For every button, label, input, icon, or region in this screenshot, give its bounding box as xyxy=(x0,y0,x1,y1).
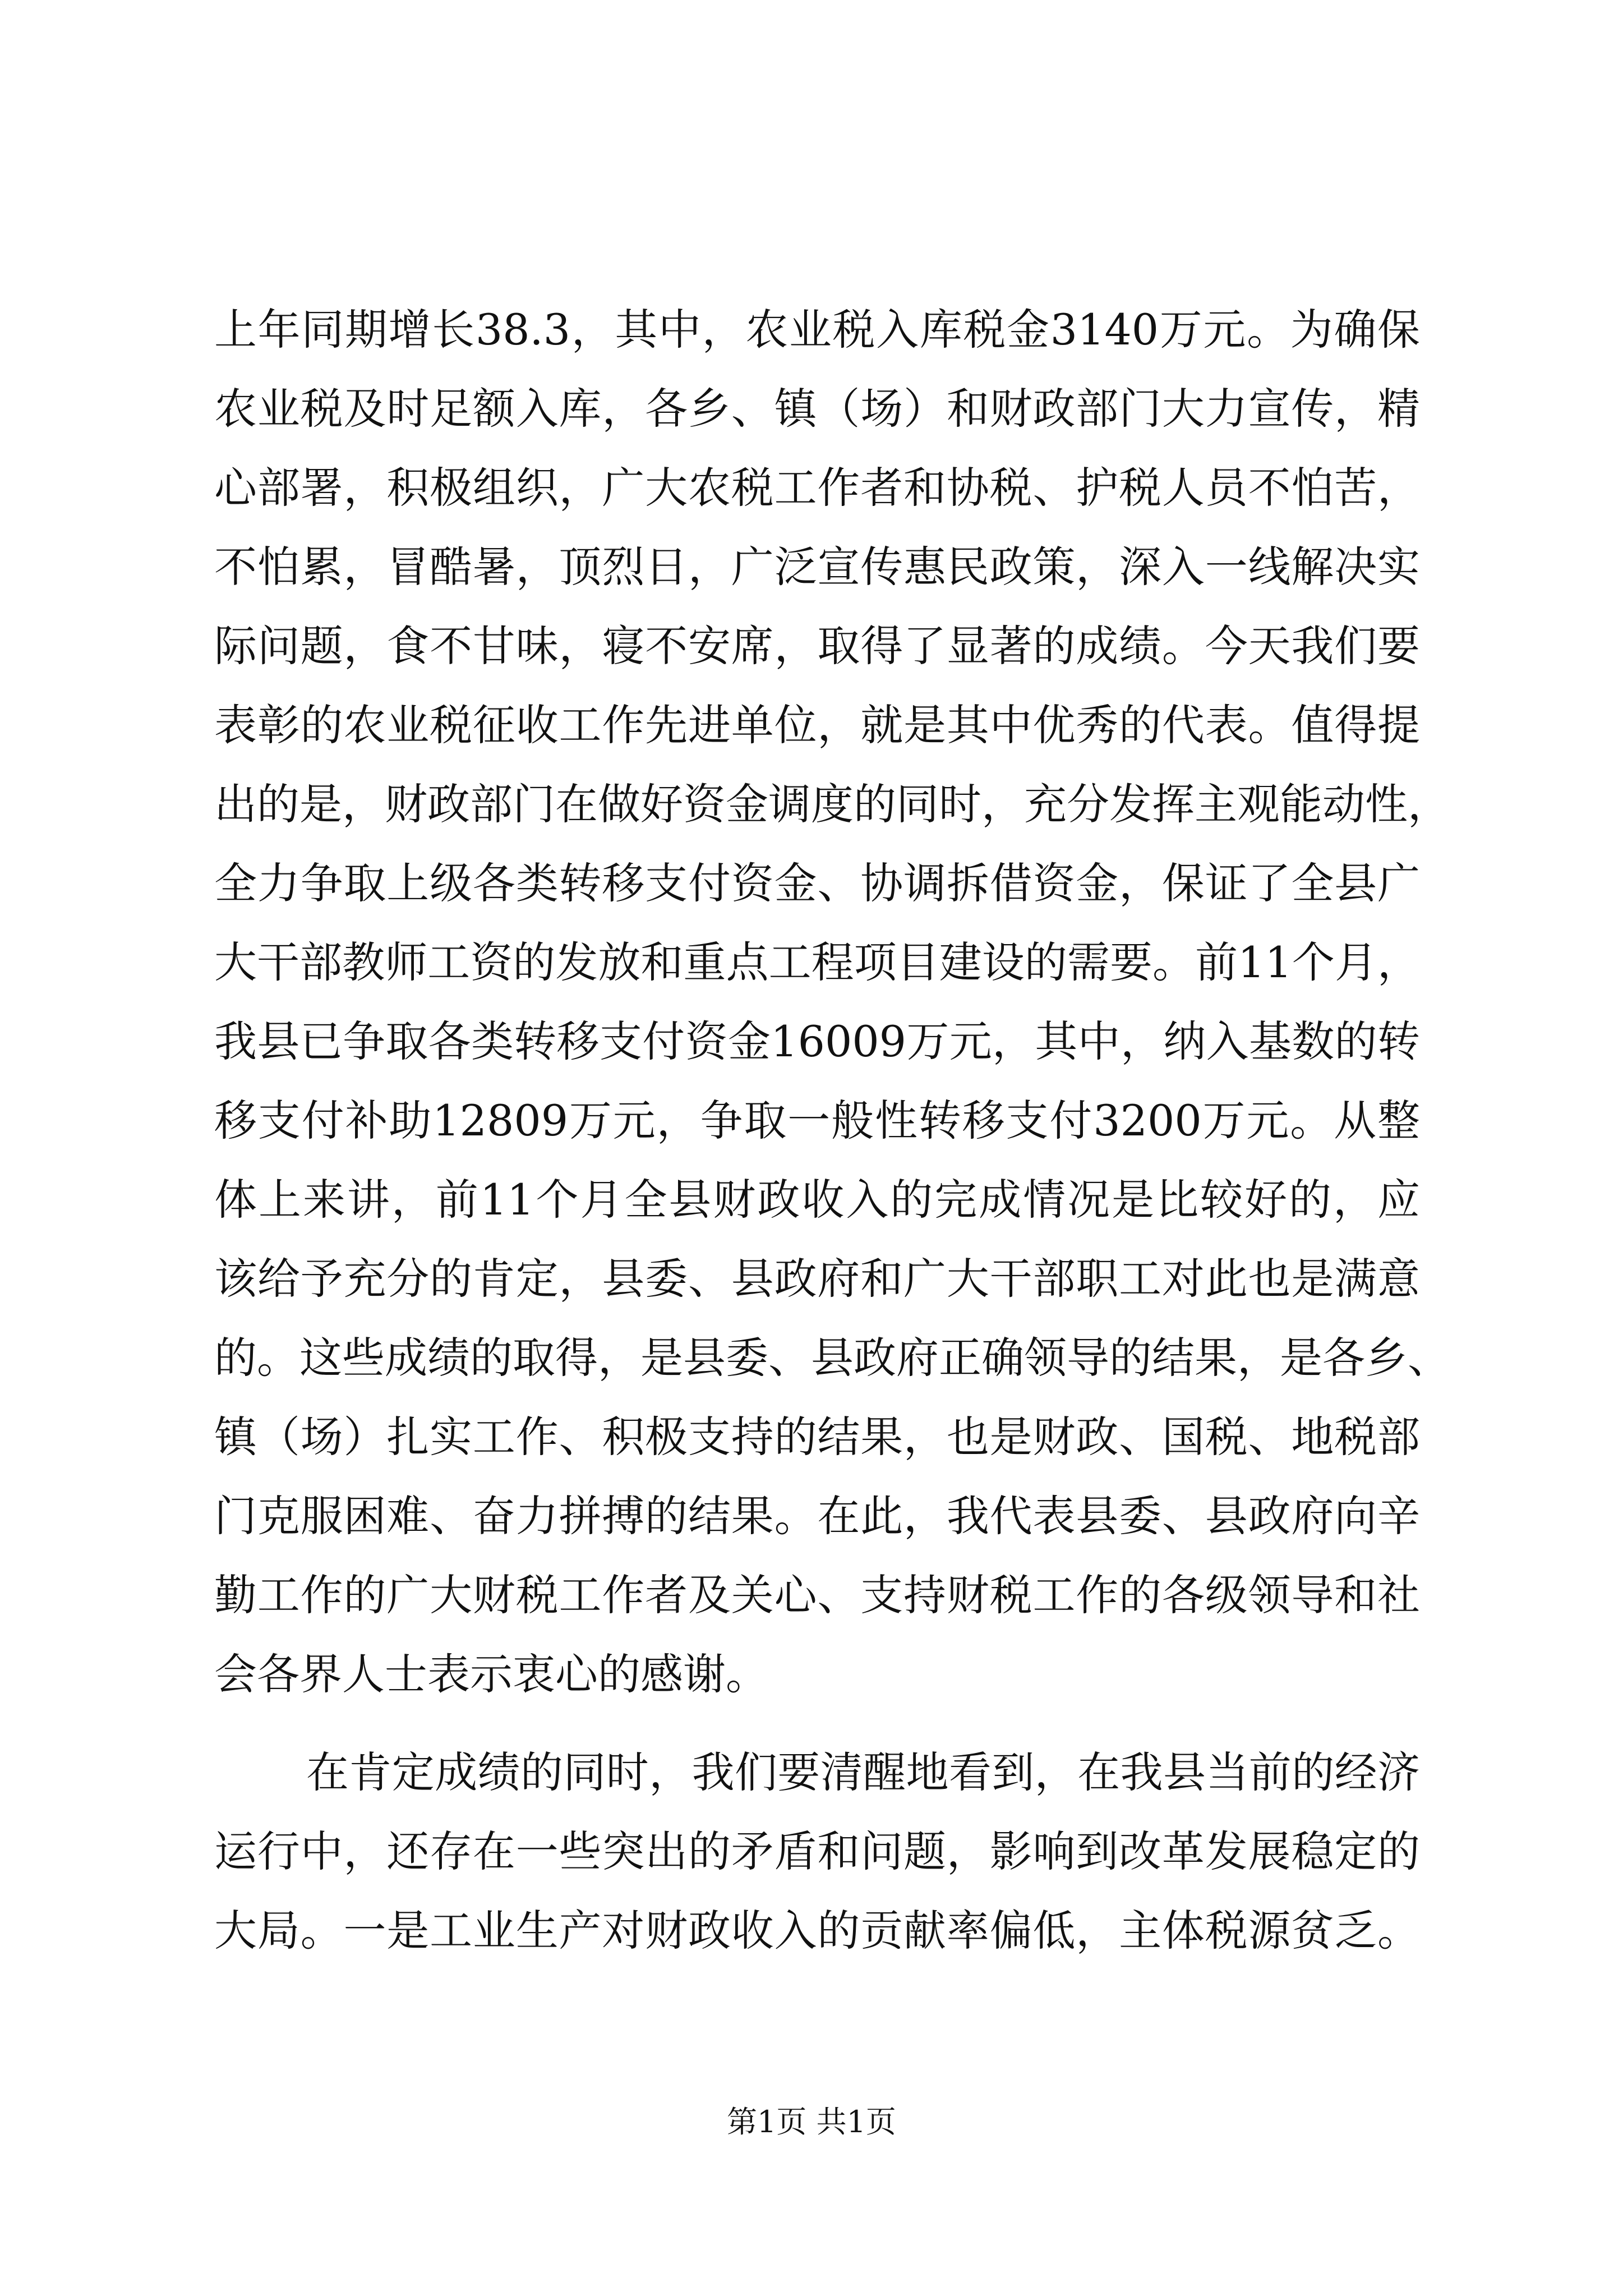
page-footer: 第1页 共1页 xyxy=(727,2104,896,2139)
text-line: 全力争取上级各类转移支付资金、协调拆借资金，保证了全县广 xyxy=(214,858,1420,908)
text-line: 移支付补助12809万元，争取一般性转移支付3200万元。从整 xyxy=(214,1096,1420,1145)
text-line: 表彰的农业税征收工作先进单位，就是其中优秀的代表。值得提 xyxy=(214,700,1420,750)
text-line: 镇（场）扎实工作、积极支持的结果，也是财政、国税、地税部 xyxy=(214,1412,1420,1462)
text-line: 会各界人士表示衷心的感谢。 xyxy=(214,1649,768,1699)
text-line: 的。这些成绩的取得，是县委、县政府正确领导的结果，是各乡、 xyxy=(214,1333,1450,1383)
text-line: 勤工作的广大财税工作者及关心、支持财税工作的各级领导和社 xyxy=(214,1570,1420,1620)
text-line: 心部署，积极组织，广大农税工作者和协税、护税人员不怕苦， xyxy=(214,463,1420,513)
text-line: 在肯定成绩的同时，我们要清醒地看到，在我县当前的经济 xyxy=(306,1747,1420,1797)
text-line: 我县已争取各类转移支付资金16009万元，其中，纳入基数的转 xyxy=(214,1016,1420,1066)
text-line: 上年同期增长38.3，其中，农业税入库税金3140万元。为确保 xyxy=(214,305,1420,355)
text-line: 际问题，食不甘味，寝不安席，取得了显著的成绩。今天我们要 xyxy=(214,621,1420,671)
text-line: 农业税及时足额入库，各乡、镇（场）和财政部门大力宣传，精 xyxy=(214,384,1420,434)
text-line: 体上来讲，前11个月全县财政收入的完成情况是比较好的，应 xyxy=(214,1175,1420,1225)
text-line: 出的是，财政部门在做好资金调度的同时，充分发挥主观能动性， xyxy=(214,779,1450,829)
text-line: 门克服困难、奋力拼搏的结果。在此，我代表县委、县政府向辛 xyxy=(214,1491,1420,1541)
text-line: 大局。一是工业生产对财政收入的贡献率偏低，主体税源贫乏。 xyxy=(214,1906,1420,1955)
text-line: 该给予充分的肯定，县委、县政府和广大干部职工对此也是满意 xyxy=(214,1254,1420,1304)
text-line: 运行中，还存在一些突出的矛盾和问题，影响到改革发展稳定的 xyxy=(214,1826,1420,1876)
text-line: 大干部教师工资的发放和重点工程项目建设的需要。前11个月， xyxy=(214,937,1420,987)
text-line: 不怕累，冒酷暑，顶烈日，广泛宣传惠民政策，深入一线解决实 xyxy=(214,542,1420,592)
